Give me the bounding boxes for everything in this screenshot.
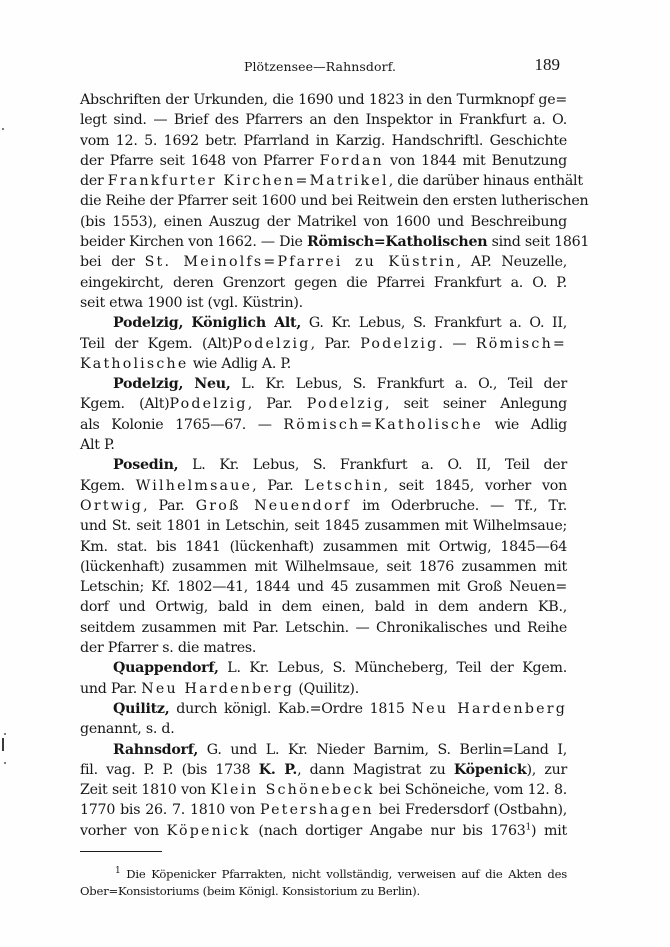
text-line [80,313,567,333]
text-run: bei Schöneiche, vom 12. 8. [374,782,567,799]
text-run: G. Kr. Lebus, S. Frankfurt a. O. II, [301,315,567,332]
text-run: wie Adlig [482,416,567,433]
text-run: und St. seit 1801 in Letschin, seit 1845 zusammen mit Wilhelmsaue; [80,518,567,535]
entry-heading: Köpenick [453,761,527,778]
spaced-emphasis: Frankfurter Kirchen=Matrikel [107,173,389,190]
text-line [80,415,567,435]
margin-mark [2,738,4,751]
spaced-emphasis: Podelzig [306,396,385,413]
text-run: , AP. Neuzelle, [456,254,567,271]
text-run: , dann Magistrat zu [297,761,454,778]
spaced-emphasis: Römisch= [475,335,567,352]
text-line [80,597,567,617]
margin-speck [4,762,6,764]
text-run: , seit 1845, vorher von [383,477,567,494]
text-run: der [80,173,108,190]
text-line [80,577,567,597]
text-line [80,232,590,252]
text-line [80,699,567,719]
text-run: beider Kirchen von 1662. — Die [80,234,307,251]
text-run: genannt, s. d. [80,721,175,738]
running-title: Plötzensee—Rahnsdorf. [243,59,397,74]
spaced-emphasis: Podelzig [360,335,439,352]
text-run: L. Kr. Lebus, S. Müncheberg, Teil der Kgem. [218,660,567,677]
text-run: und Par. [80,680,142,697]
text-line [80,537,567,557]
text-run: legt sind. — Brief des Pfarrers an den Inspektor in Frankfurt a. O. [80,112,567,129]
spaced-emphasis: Köpenick [166,822,251,839]
text-run: Ober=Konsistoriums (beim Königl. Konsistorium zu Berlin). [80,884,420,898]
text-run: (bis 1553), einen Auszug der Matrikel von 1600 und Beschreibung [80,213,567,230]
text-run: ), zur [526,761,568,778]
text-line [80,273,567,293]
text-run: Letschin; Kf. 1802—41, 1844 und 45 zusammen mit Groß Neuen= [80,579,567,596]
text-line [80,780,567,800]
text-run: vorher von [80,822,167,839]
entry-heading: Römisch=Katholischen [306,234,488,251]
text-line [80,455,567,475]
footnotes [80,866,567,900]
text-run: Alt P. [80,437,115,454]
text-line [80,110,567,130]
text-line [80,435,567,455]
margin-speck [4,733,6,735]
text-line [80,293,567,313]
spaced-emphasis: Römisch=Katholische [283,416,483,433]
text-run: Zeit seit 1810 von [80,782,211,799]
text-line [80,821,567,841]
footnote-marker: 1 [115,866,121,877]
text-run: , seit seiner Anlegung [384,396,567,413]
text-run: , Par. [143,497,196,514]
text-line [80,557,567,577]
text-run: vom 12. 5. 1692 betr. Pfarrland in Karzig. Handschriftl. Geschichte [80,132,567,149]
text-line [80,760,567,780]
spaced-emphasis: Fordan [319,152,384,169]
text-run: , Par. [252,477,305,494]
text-run: , Par. [310,335,361,352]
text-line [80,151,567,171]
spaced-emphasis: Petershagen [259,802,374,819]
spaced-emphasis: Letschin [304,477,384,494]
text-run: seit etwa 1900 ist (vgl. Küstrin). [80,294,303,311]
text-line [80,354,567,374]
text-run: ) mit [531,822,567,839]
text-run: G. und L. Kr. Nieder Barnim, S. Berlin=Land I, [198,741,567,758]
text-run: (Quilitz). [294,680,359,697]
footnote-line [80,883,567,900]
text-run: fil. vag. P. P. (bis 1738 [80,761,259,778]
text-line [80,679,567,699]
text-run: 1770 bis 26. 7. 1810 von [80,802,260,819]
text-run: als Kolonie 1765—67. — [80,416,284,433]
spaced-emphasis: Podelzig [232,335,311,352]
spaced-emphasis: Klein Schönebeck [210,782,375,799]
text-run: . — [438,335,476,352]
spaced-emphasis: Neu Hardenberg [411,700,567,717]
body-text [80,90,590,841]
text-line [80,719,567,739]
text-line [80,618,567,638]
text-line [80,800,567,820]
text-run: der Pfarrer s. die matres. [80,640,257,657]
text-run: Km. stat. bis 1841 (lückenhaft) zusammen mit Ortwig, 1845—64 [80,538,567,555]
footnote-marker: 1 [525,821,531,832]
text-run: der Pfarre seit 1648 von Pfarrer [80,152,320,169]
text-line [80,638,567,658]
text-line [80,171,583,191]
page-number: 189 [534,55,560,74]
running-header [80,55,560,79]
spaced-emphasis: Neu Hardenberg [141,680,295,697]
text-run: (lückenhaft) zusammen mit Wilhelmsaue, seit 1876 zusammen mit [80,558,567,575]
text-line [80,334,567,354]
entry-heading: Podelzig, Königlich Alt, [113,315,302,332]
text-line [80,90,567,110]
text-run: L. Kr. Lebus, S. Frankfurt a. O., Teil der [230,376,567,393]
text-run: Teil der Kgem. (Alt) [80,335,233,352]
text-run: im Oderbruche. — Tf., Tr. [351,497,567,514]
entry-heading: Quappendorf, [113,660,219,677]
spaced-emphasis: St. Meinolfs=Pfarrei zu Küstrin [144,254,457,271]
text-line [80,658,567,678]
text-run: , die darüber hinaus enthält [388,173,583,190]
text-line [80,212,567,232]
text-run: dorf und Ortwig, bald in dem einen, bald in dem andern KB., [80,599,567,616]
text-run: wie Adlig A. P. [188,355,292,372]
text-run: von 1844 mit Benutzung [383,152,567,169]
text-run: sind seit 1861 [487,234,590,251]
text-line [80,394,567,414]
text-line [80,476,567,496]
text-line [80,516,567,536]
spaced-emphasis: Wilhelmsaue [135,477,253,494]
spaced-emphasis: Groß Neuendorf [195,497,352,514]
text-line [80,131,567,151]
text-run: bei Fredersdorf (Ostbahn), [373,802,568,819]
text-run: eingekircht, deren Grenzort gegen die Pfarrei Frankfurt a. O. P. [80,274,567,291]
text-run: bei der [80,254,145,271]
spaced-emphasis: Ortwig [80,497,144,514]
footnote-line [80,866,567,883]
entry-heading: Podelzig, Neu, [113,376,231,393]
text-line [80,252,567,272]
text-run: Abschriften der Urkunden, die 1690 und 1823 in den Turmknopf ge= [80,92,567,108]
spaced-emphasis: Podelzig [169,396,248,413]
text-run: L. Kr. Lebus, S. Frankfurt a. O. II, Teil der [178,457,567,474]
entry-heading: Rahnsdorf, [113,741,199,758]
footnote-divider [80,851,162,852]
entry-heading: K. P. [258,761,298,778]
text-run: , Par. [247,396,307,413]
text-line [80,740,567,760]
text-run: seitdem zusammen mit Par. Letschin. — Chronikalisches und Reihe [80,619,567,636]
text-line [80,191,589,211]
text-run: (nach dortiger Angabe nur bis 1763 [250,822,526,839]
entry-heading: Quilitz, [113,700,170,717]
margin-speck [2,128,4,130]
text-run: die Reihe der Pfarrer seit 1600 und bei Reitwein den ersten lutherischen [80,193,589,210]
text-run: durch königl. Kab.=Ordre 1815 [169,700,412,717]
spaced-emphasis: Katholische [80,355,189,372]
text-line [80,496,567,516]
text-run: Die Köpenicker Pfarrakten, nicht vollständig, verweisen auf die Akten des [120,867,567,881]
text-run: Kgem. [80,477,136,494]
text-line [80,374,567,394]
text-run: Kgem. (Alt) [80,396,170,413]
entry-heading: Posedin, [113,457,179,474]
